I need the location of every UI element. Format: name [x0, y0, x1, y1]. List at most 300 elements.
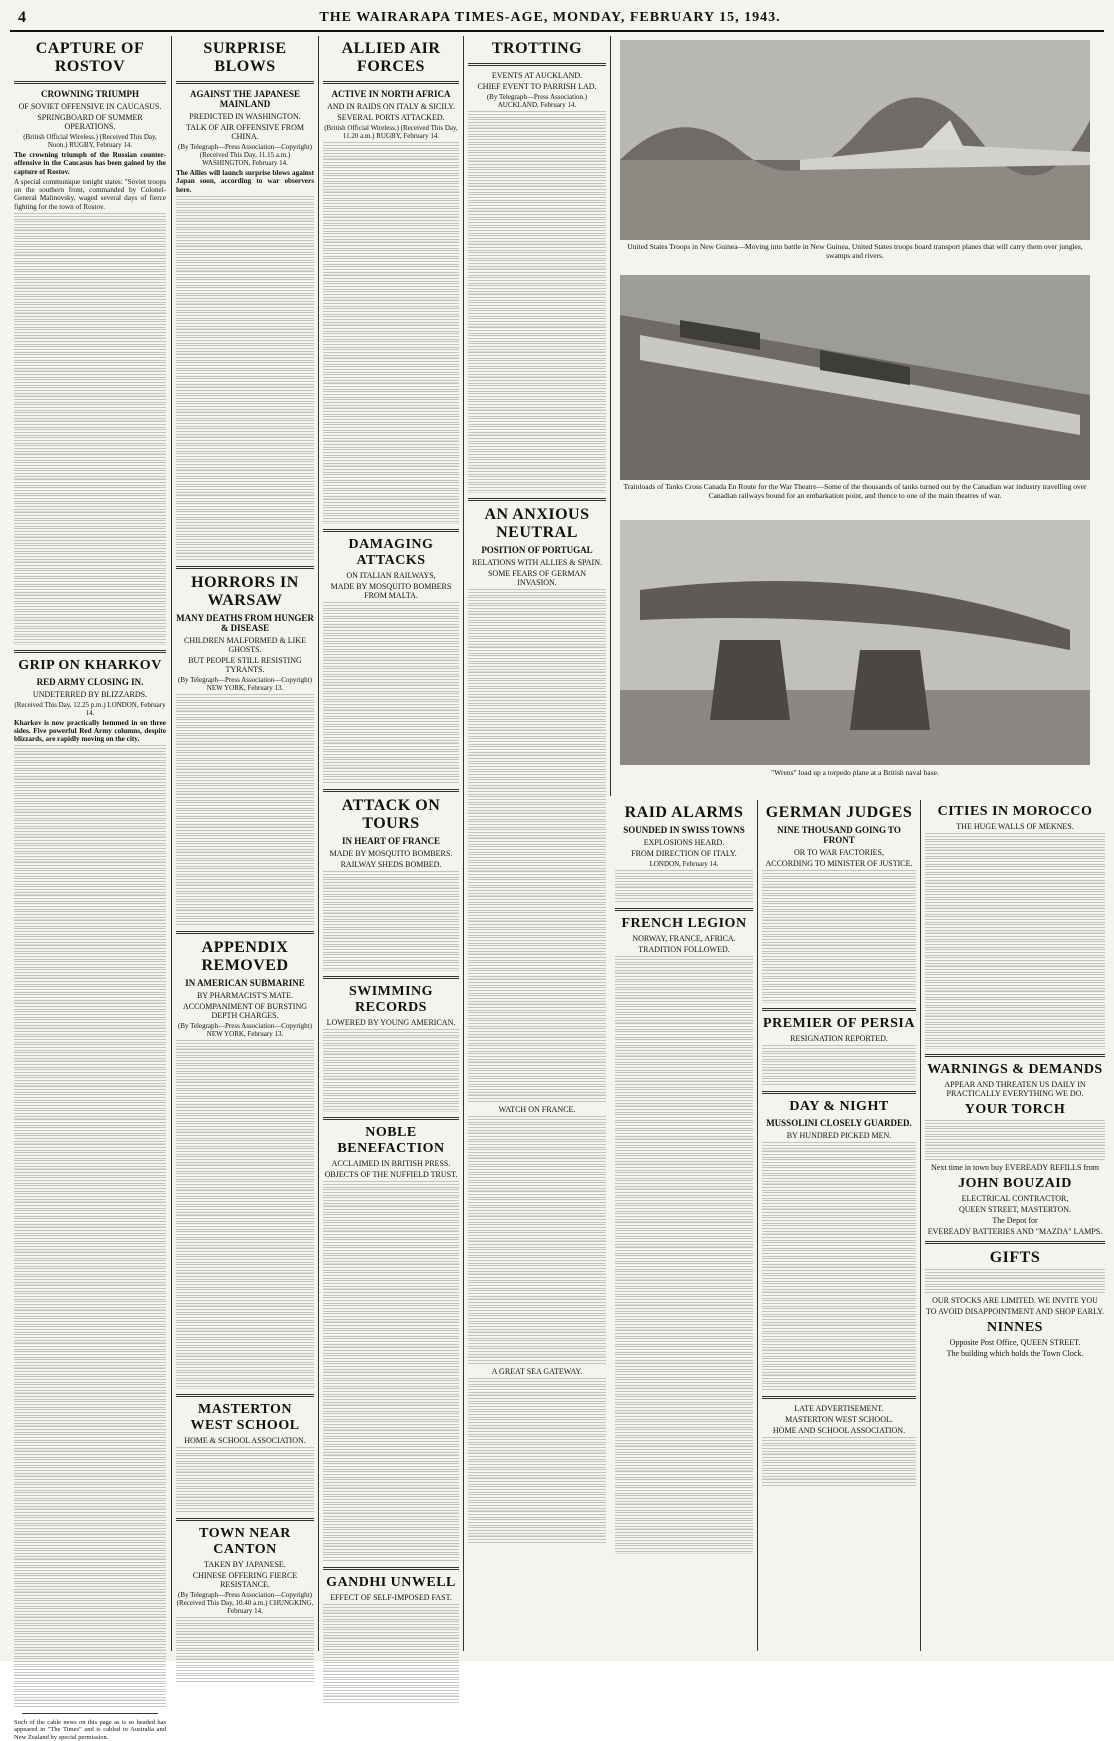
text-line	[615, 1437, 753, 1445]
headline-appendix-removed: APPENDIX REMOVED	[201, 939, 289, 975]
text-line	[323, 1297, 459, 1305]
text-line	[615, 1114, 753, 1122]
text-line	[323, 1380, 459, 1388]
text-line	[468, 360, 606, 368]
text-line	[468, 244, 606, 252]
text-line	[323, 1529, 459, 1537]
text-line	[14, 779, 166, 787]
text-line	[468, 721, 606, 729]
text-line	[468, 277, 606, 285]
text-line	[323, 490, 459, 498]
text-line	[925, 999, 1105, 1007]
text-line	[615, 1122, 753, 1130]
text-line	[468, 921, 606, 929]
text-line	[176, 362, 314, 370]
text-line	[468, 697, 606, 705]
text-line	[323, 710, 459, 718]
text-line	[468, 1207, 606, 1215]
headline-attack-on-tours: ATTACK ON TOURS	[341, 797, 441, 833]
text-line	[323, 142, 459, 150]
text-line	[615, 1097, 753, 1105]
text-line	[323, 1479, 459, 1487]
subhead: SOME FEARS OF GERMAN INVASION.	[487, 568, 587, 587]
text-line	[762, 953, 916, 961]
text-line	[14, 1102, 166, 1110]
text-line	[468, 1141, 606, 1149]
text-line	[176, 295, 314, 303]
text-line	[468, 1149, 606, 1157]
text-line	[925, 1120, 1105, 1128]
text-line	[323, 1330, 459, 1338]
text-line	[468, 1340, 606, 1348]
text-line	[14, 271, 166, 279]
text-line	[615, 1313, 753, 1321]
headline-cities-in-morocco: CITIES IN MOROCCO	[937, 804, 1093, 819]
text-line	[615, 1396, 753, 1404]
text-line	[323, 416, 459, 424]
text-line	[615, 1205, 753, 1213]
text-line	[762, 1184, 916, 1192]
text-line	[468, 1095, 606, 1103]
text-line	[615, 1172, 753, 1180]
text-line	[14, 1144, 166, 1152]
text-line	[323, 1671, 459, 1679]
text-line	[925, 957, 1105, 965]
text-line	[14, 570, 166, 578]
headline-capture-of-rostov: CAPTURE OF ROSTOV	[35, 40, 145, 75]
ad-text: OUR STOCKS ARE LIMITED. WE INVITE YOU	[932, 1296, 1098, 1306]
text-line	[176, 1356, 314, 1364]
text-line	[468, 401, 606, 409]
text-line	[468, 1078, 606, 1086]
text-line	[925, 949, 1105, 957]
text-line	[468, 1444, 606, 1452]
text-line	[323, 1045, 459, 1053]
subhead: SPRINGBOARD OF SUMMER OPERATIONS.	[37, 113, 143, 131]
dateline: (By Telegraph—Press Association—Copyright) (Received This Day, 11.15 a.m.) WASHINGTON, February 14.	[178, 143, 312, 167]
text-line	[323, 938, 459, 946]
ad-advertiser-name: JOHN BOUZAID	[958, 1176, 1072, 1192]
text-line	[323, 1222, 459, 1230]
text-line	[323, 1504, 459, 1512]
text-line	[14, 1351, 166, 1359]
text-line	[176, 1239, 314, 1247]
text-line	[925, 941, 1105, 949]
subhead: BY PHARMACIST'S MATE.	[196, 991, 294, 1001]
text-line	[176, 387, 314, 395]
text-line	[468, 219, 606, 227]
text-line	[14, 1608, 166, 1616]
text-line	[14, 1409, 166, 1417]
text-line	[468, 597, 606, 605]
text-line	[14, 862, 166, 870]
text-line	[14, 1675, 166, 1683]
text-line	[762, 1325, 916, 1333]
text-line	[176, 1057, 314, 1065]
text-line	[323, 1604, 459, 1612]
text-line	[925, 924, 1105, 932]
text-line	[14, 1401, 166, 1409]
article-text-block	[176, 196, 314, 561]
text-line	[323, 291, 459, 299]
text-line	[323, 1554, 459, 1562]
text-line	[14, 1509, 166, 1517]
text-line	[176, 1090, 314, 1098]
text-line	[323, 333, 459, 341]
text-line	[468, 144, 606, 152]
text-line	[468, 393, 606, 401]
text-line	[323, 1247, 459, 1255]
column-rule	[463, 36, 464, 1651]
text-line	[14, 986, 166, 994]
text-line	[615, 1330, 753, 1338]
text-line	[762, 1300, 916, 1308]
text-line	[14, 230, 166, 238]
text-line	[468, 846, 606, 854]
article-text-block	[925, 1120, 1105, 1161]
headline-an-anxious-neutral: AN ANXIOUS NEUTRAL	[484, 505, 590, 541]
text-line	[468, 1527, 606, 1535]
text-line	[762, 1358, 916, 1366]
text-line	[762, 1437, 916, 1445]
subhead: A GREAT SEA GATEWAY.	[491, 1366, 583, 1376]
text-line	[14, 636, 166, 644]
text-line	[323, 1264, 459, 1272]
text-line	[468, 647, 606, 655]
text-line	[615, 1263, 753, 1271]
text-line	[14, 745, 166, 753]
text-line	[468, 194, 606, 202]
text-line	[468, 1116, 606, 1124]
late-advertisement-label: LATE ADVERTISEMENT.	[794, 1404, 884, 1414]
text-line	[615, 1197, 753, 1205]
dateline: (British Official Wireless.) (Received This Day, Noon.) RUGBY, February 14.	[23, 133, 157, 149]
text-line	[615, 973, 753, 981]
text-line	[176, 760, 314, 768]
dateline: LONDON, February 14.	[649, 860, 719, 868]
text-line	[14, 1359, 166, 1367]
text-line	[176, 1173, 314, 1181]
text-line	[468, 211, 606, 219]
column-4	[468, 36, 606, 1651]
text-line	[323, 1521, 459, 1529]
text-line	[323, 751, 459, 759]
text-line	[468, 630, 606, 638]
text-line	[762, 1234, 916, 1242]
text-line	[176, 868, 314, 876]
text-line	[176, 528, 314, 536]
text-line	[14, 1467, 166, 1475]
text-line	[762, 903, 916, 911]
text-line	[176, 1488, 314, 1496]
text-line	[468, 605, 606, 613]
text-line	[615, 1388, 753, 1396]
subhead: ACCOMPANIMENT OF BURSTING DEPTH CHARGES.	[182, 1002, 308, 1021]
text-line	[14, 553, 166, 561]
text-line	[176, 1248, 314, 1256]
text-line	[14, 1052, 166, 1060]
text-line	[762, 1292, 916, 1300]
headline-gandhi-unwell: GANDHI UNWELL	[326, 1575, 456, 1591]
text-line	[468, 879, 606, 887]
text-line	[925, 1040, 1105, 1048]
text-line	[14, 837, 166, 845]
ad-text: The building which holds the Town Clock.	[946, 1349, 1084, 1359]
text-line	[615, 1346, 753, 1354]
text-line	[323, 449, 459, 457]
subhead: OR TO WAR FACTORIES,	[794, 848, 884, 857]
text-line	[762, 961, 916, 969]
text-line	[176, 329, 314, 337]
text-line	[468, 451, 606, 459]
text-line	[468, 672, 606, 680]
column-rule	[757, 800, 758, 1651]
text-line	[14, 1559, 166, 1567]
text-line	[176, 794, 314, 802]
text-line	[176, 810, 314, 818]
text-line	[468, 128, 606, 136]
text-line	[323, 759, 459, 767]
text-line	[14, 371, 166, 379]
text-line	[14, 346, 166, 354]
text-line	[468, 771, 606, 779]
text-line	[468, 1012, 606, 1020]
text-line	[14, 1592, 166, 1600]
text-line	[925, 858, 1105, 866]
text-line	[468, 1395, 606, 1403]
text-line	[14, 1119, 166, 1127]
text-line	[176, 511, 314, 519]
text-line	[468, 1290, 606, 1298]
text-line	[323, 618, 459, 626]
text-line	[14, 1650, 166, 1658]
text-line	[176, 287, 314, 295]
text-line	[468, 368, 606, 376]
text-line	[14, 1285, 166, 1293]
text-line	[14, 1517, 166, 1525]
text-line	[615, 1454, 753, 1462]
text-line	[925, 1286, 1105, 1294]
text-line	[323, 1405, 459, 1413]
text-line	[468, 763, 606, 771]
article-text-block	[468, 1378, 606, 1544]
text-line	[14, 255, 166, 263]
subhead: RED ARMY CLOSING IN.	[36, 676, 144, 687]
subhead: EVENTS AT AUCKLAND.	[491, 71, 583, 80]
subhead: AGAINST THE JAPANESE MAINLAND	[189, 89, 301, 109]
text-line	[14, 1169, 166, 1177]
headline-raid-alarms: RAID ALARMS	[624, 804, 744, 821]
text-line	[176, 835, 314, 843]
text-line	[323, 1421, 459, 1429]
headline-allied-air-forces: ALLIED AIR FORCES	[341, 40, 441, 75]
text-line	[323, 515, 459, 523]
text-line	[925, 874, 1105, 882]
text-line	[323, 718, 459, 726]
text-line	[762, 936, 916, 944]
text-line	[762, 1078, 916, 1086]
text-line	[468, 788, 606, 796]
text-line	[176, 785, 314, 793]
text-line	[615, 1006, 753, 1014]
page-number: 4	[18, 9, 26, 26]
text-line	[615, 870, 753, 878]
text-line	[14, 321, 166, 329]
text-line	[615, 1421, 753, 1429]
text-line	[176, 1165, 314, 1173]
text-line	[762, 1341, 916, 1349]
text-line	[176, 254, 314, 262]
text-line	[615, 878, 753, 886]
text-line	[14, 562, 166, 570]
text-line	[468, 713, 606, 721]
text-line	[14, 770, 166, 778]
text-line	[176, 1156, 314, 1164]
text-line	[323, 391, 459, 399]
text-line	[468, 1174, 606, 1182]
text-line	[14, 1434, 166, 1442]
text-line	[14, 296, 166, 304]
text-line	[468, 1436, 606, 1444]
text-line	[176, 412, 314, 420]
text-line	[615, 1230, 753, 1238]
text-line	[176, 1098, 314, 1106]
text-line	[14, 936, 166, 944]
text-line	[323, 482, 459, 490]
column-5	[615, 800, 753, 1651]
text-line	[468, 285, 606, 293]
text-line	[14, 487, 166, 495]
text-line	[14, 338, 166, 346]
text-line	[468, 410, 606, 418]
headline-surprise-blows: SURPRISE BLOWS	[203, 40, 287, 75]
text-line	[323, 768, 459, 776]
text-line	[14, 329, 166, 337]
subhead: OBJECTS OF THE NUFFIELD TRUST.	[324, 1169, 458, 1179]
subhead: OF SOVIET OFFENSIVE IN CAUCASUS.	[18, 102, 162, 111]
text-line	[615, 1189, 753, 1197]
text-line	[14, 1235, 166, 1243]
text-line	[176, 893, 314, 901]
text-line	[323, 1037, 459, 1045]
text-line	[14, 603, 166, 611]
text-line	[323, 954, 459, 962]
headline-german-judges: GERMAN JUDGES	[765, 804, 913, 821]
text-line	[468, 688, 606, 696]
subhead: NINE THOUSAND GOING TO FRONT	[777, 825, 901, 845]
text-line	[14, 421, 166, 429]
text-line	[615, 1130, 753, 1138]
text-line	[468, 377, 606, 385]
text-line	[323, 466, 459, 474]
text-line	[176, 1675, 314, 1683]
text-line	[323, 233, 459, 241]
subhead: MADE BY MOSQUITO BOMBERS FROM MALTA.	[330, 581, 452, 600]
text-line	[176, 1198, 314, 1206]
text-line	[468, 352, 606, 360]
text-line	[468, 302, 606, 310]
text-line	[323, 1305, 459, 1313]
text-line	[468, 796, 606, 804]
text-line	[468, 152, 606, 160]
text-line	[468, 260, 606, 268]
text-line	[14, 288, 166, 296]
text-line	[468, 1299, 606, 1307]
text-line	[468, 418, 606, 426]
text-line	[468, 385, 606, 393]
text-line	[468, 1461, 606, 1469]
subhead: ACTIVE IN NORTH AFRICA	[331, 89, 451, 99]
text-line	[925, 966, 1105, 974]
text-line	[14, 362, 166, 370]
text-line	[323, 1280, 459, 1288]
photo-caption: United States Troops in New Guinea—Moving into battle in New Guinea, United States troops board transport planes that will carry them over jungles, swamps and rivers.	[627, 242, 1083, 260]
text-line	[925, 1024, 1105, 1032]
text-line	[468, 1469, 606, 1477]
text-line	[468, 1028, 606, 1036]
text-line	[615, 1222, 753, 1230]
text-line	[615, 1429, 753, 1437]
text-line	[14, 928, 166, 936]
text-line	[762, 1070, 916, 1078]
text-line	[323, 1696, 459, 1704]
text-line	[14, 503, 166, 511]
text-line	[468, 1307, 606, 1315]
text-line	[925, 891, 1105, 899]
text-line	[468, 327, 606, 335]
article-text-block	[323, 1029, 459, 1112]
text-line	[468, 1494, 606, 1502]
text-line	[468, 1182, 606, 1190]
text-line	[176, 735, 314, 743]
text-line	[176, 453, 314, 461]
text-line	[468, 862, 606, 870]
text-line	[14, 1384, 166, 1392]
text-line	[468, 318, 606, 326]
text-line	[468, 476, 606, 484]
text-line	[176, 727, 314, 735]
text-line	[14, 479, 166, 487]
text-line	[762, 1454, 916, 1462]
text-line	[14, 1003, 166, 1011]
text-line	[615, 1164, 753, 1172]
text-line	[323, 734, 459, 742]
text-line	[14, 246, 166, 254]
text-line	[14, 1077, 166, 1085]
text-line	[14, 1044, 166, 1052]
text-line	[323, 1629, 459, 1637]
column-1	[14, 36, 166, 1741]
text-line	[615, 1338, 753, 1346]
text-line	[176, 1289, 314, 1297]
text-line	[323, 432, 459, 440]
text-line	[176, 1190, 314, 1198]
text-line	[14, 279, 166, 287]
text-line	[14, 1135, 166, 1143]
text-line	[323, 913, 459, 921]
dateline: (By Telegraph—Press Association—Copyright) NEW YORK, February 13.	[178, 675, 312, 692]
text-line	[14, 1567, 166, 1575]
column-rule	[920, 800, 921, 1651]
text-line	[323, 1289, 459, 1297]
article-text-block	[762, 1437, 916, 1487]
text-line	[176, 1306, 314, 1314]
subhead: EXPLOSIONS HEARD.	[643, 838, 725, 847]
text-line	[14, 404, 166, 412]
text-line	[14, 878, 166, 886]
text-line	[615, 887, 753, 895]
article-text-block	[762, 870, 916, 1003]
